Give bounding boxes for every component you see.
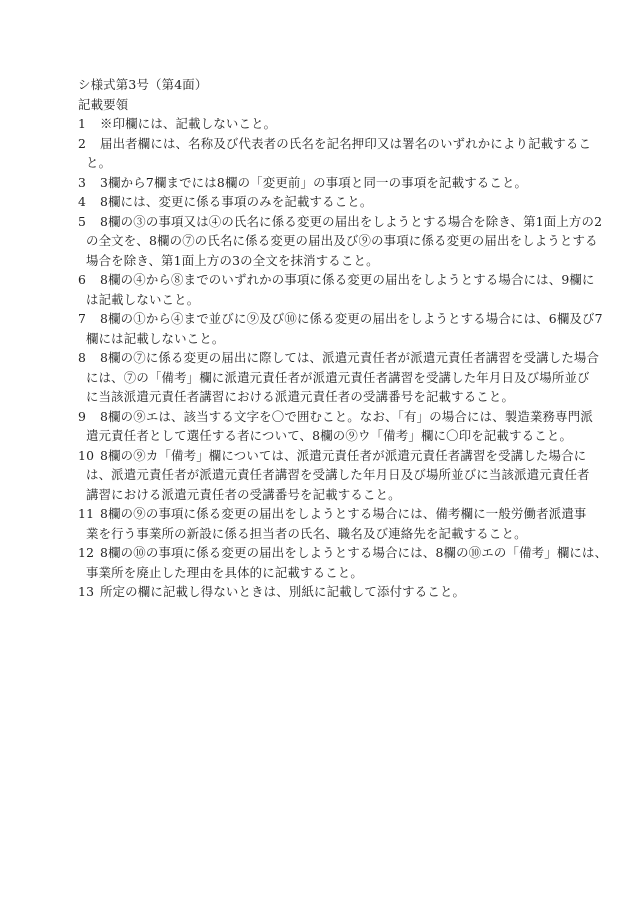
instruction-number: 12 — [78, 545, 95, 560]
instruction-continuation-line — [78, 387, 560, 407]
instruction-text: 欄には記載しないこと。 — [86, 330, 225, 346]
instruction-item — [78, 212, 603, 271]
instruction-item — [78, 192, 560, 212]
instruction-first-line — [78, 582, 560, 602]
instruction-continuation-line — [78, 231, 598, 251]
instruction-first-line — [78, 446, 587, 466]
instruction-text: に当該派遣元責任者講習における派遣元責任者の受講番号を記載すること。 — [86, 389, 515, 404]
instruction-continuation-line — [78, 465, 590, 485]
instruction-text: 業を行う事業所の新設に係る担当者の氏名、職名及び連絡先を記載すること。 — [86, 525, 527, 541]
instruction-item — [78, 543, 608, 582]
instruction-text: 講習における派遣元責任者の受講番号を記載すること。 — [86, 486, 401, 502]
instruction-item — [78, 309, 603, 348]
instruction-number: 13 — [78, 584, 95, 599]
instruction-continuation-line — [78, 563, 560, 583]
instruction-item — [78, 114, 560, 134]
instruction-text: ※印欄には、記載しないこと。 — [100, 116, 277, 131]
instruction-number: 1 — [78, 116, 87, 131]
instruction-text: 8欄の③の事項又は④の氏名に係る変更の届出をしようとする場合を除き、第1面上方の2 — [100, 213, 603, 229]
instruction-text: 遣元責任者として選任する者について、8欄の⑨ウ「備考」欄に〇印を記載すること。 — [86, 428, 573, 443]
instruction-text: 届出者欄には、名称及び代表者の氏名を記名押印又は署名のいずれかにより記載するこ — [100, 135, 592, 151]
instruction-item — [78, 134, 592, 173]
instruction-continuation-line — [78, 426, 573, 446]
instruction-text: の全文を、8欄の⑦の氏名に係る変更の届出及び⑨の事項に係る変更の届出をしようとする — [86, 233, 598, 248]
instruction-text: 事業所を廃止した理由を具体的に記載すること。 — [86, 564, 363, 580]
instruction-text: 8欄の⑦に係る変更の届出に際しては、派遣元責任者が派遣元責任者講習を受講した場合 — [100, 350, 600, 365]
instruction-text: 8欄の⑩の事項に係る変更の届出をしようとする場合には、8欄の⑩エの「備考」欄には、 — [100, 545, 608, 560]
instruction-text: 所定の欄に記載し得ないときは、別紙に記載して添付すること。 — [100, 584, 466, 599]
instruction-number: 5 — [78, 213, 87, 229]
instruction-first-line — [78, 543, 608, 563]
instruction-text: と。 — [86, 155, 112, 170]
instruction-item — [78, 270, 595, 309]
instruction-first-line — [78, 309, 603, 329]
instruction-first-line — [78, 348, 600, 368]
form-title: シ様式第3号（第4面） — [78, 77, 208, 92]
instruction-text: 8欄の⑨エは、該当する文字を〇で囲むこと。なお、「有」の場合には、製造業務専門派 — [100, 408, 593, 424]
instruction-number: 4 — [78, 194, 87, 209]
instruction-list — [78, 114, 608, 602]
instruction-continuation-line — [78, 153, 560, 173]
instruction-number: 11 — [78, 506, 95, 521]
instruction-text: 8欄の⑨カ「備考」欄については、派遣元責任者が派遣元責任者講習を受講した場合に — [100, 447, 587, 463]
instruction-continuation-line — [78, 524, 560, 544]
instruction-first-line — [78, 270, 595, 290]
instruction-text: は、派遣元責任者が派遣元責任者講習を受講した年月日及び場所並びに当該派遣元責任者 — [86, 467, 590, 482]
instruction-first-line — [78, 173, 560, 193]
instruction-number: 2 — [78, 135, 87, 151]
instruction-first-line — [78, 407, 593, 427]
document-page — [78, 75, 608, 602]
instruction-continuation-line — [78, 368, 590, 388]
instruction-item — [78, 504, 587, 543]
instruction-first-line — [78, 134, 592, 154]
instruction-text: 場合を除き、第1面上方の3の全文を抹消すること。 — [86, 252, 379, 268]
instruction-item — [78, 582, 560, 602]
instruction-first-line — [78, 192, 560, 212]
instruction-text: には、⑦の「備考」欄に派遣元責任者が派遣元責任者講習を受講した年月日及び場所並び — [86, 369, 590, 385]
section-title: 記載要領 — [78, 96, 129, 112]
instruction-text: 3欄から7欄までには8欄の「変更前」の事項と同一の事項を記載すること。 — [100, 174, 528, 190]
instruction-first-line — [78, 504, 587, 524]
instruction-item — [78, 446, 590, 505]
instruction-text: 8欄の④から⑧までのいずれかの事項に係る変更の届出をしようとする場合には、9欄に — [100, 272, 595, 287]
instruction-number: 8 — [78, 350, 87, 365]
instruction-number: 3 — [78, 174, 87, 190]
instruction-continuation-line — [78, 485, 560, 505]
instruction-continuation-line — [78, 290, 560, 310]
instruction-item — [78, 173, 560, 193]
instruction-number: 7 — [78, 311, 87, 326]
instruction-number: 9 — [78, 408, 87, 424]
instruction-item — [78, 407, 593, 446]
instruction-text: 8欄には、変更に係る事項のみを記載すること。 — [100, 194, 373, 209]
instruction-text: 8欄の①から④まで並びに⑨及び⑩に係る変更の届出をしようとする場合には、6欄及び7 — [100, 311, 603, 326]
instruction-text: 8欄の⑨の事項に係る変更の届出をしようとする場合には、備考欄に一般労働者派遣事 — [100, 506, 587, 521]
instruction-item — [78, 348, 600, 407]
instruction-continuation-line — [78, 329, 560, 349]
instruction-number: 6 — [78, 272, 87, 287]
instruction-first-line — [78, 114, 560, 134]
instruction-number: 10 — [78, 447, 95, 463]
instruction-continuation-line — [78, 251, 560, 271]
instruction-first-line — [78, 212, 603, 232]
instruction-text: は記載しないこと。 — [86, 291, 200, 307]
